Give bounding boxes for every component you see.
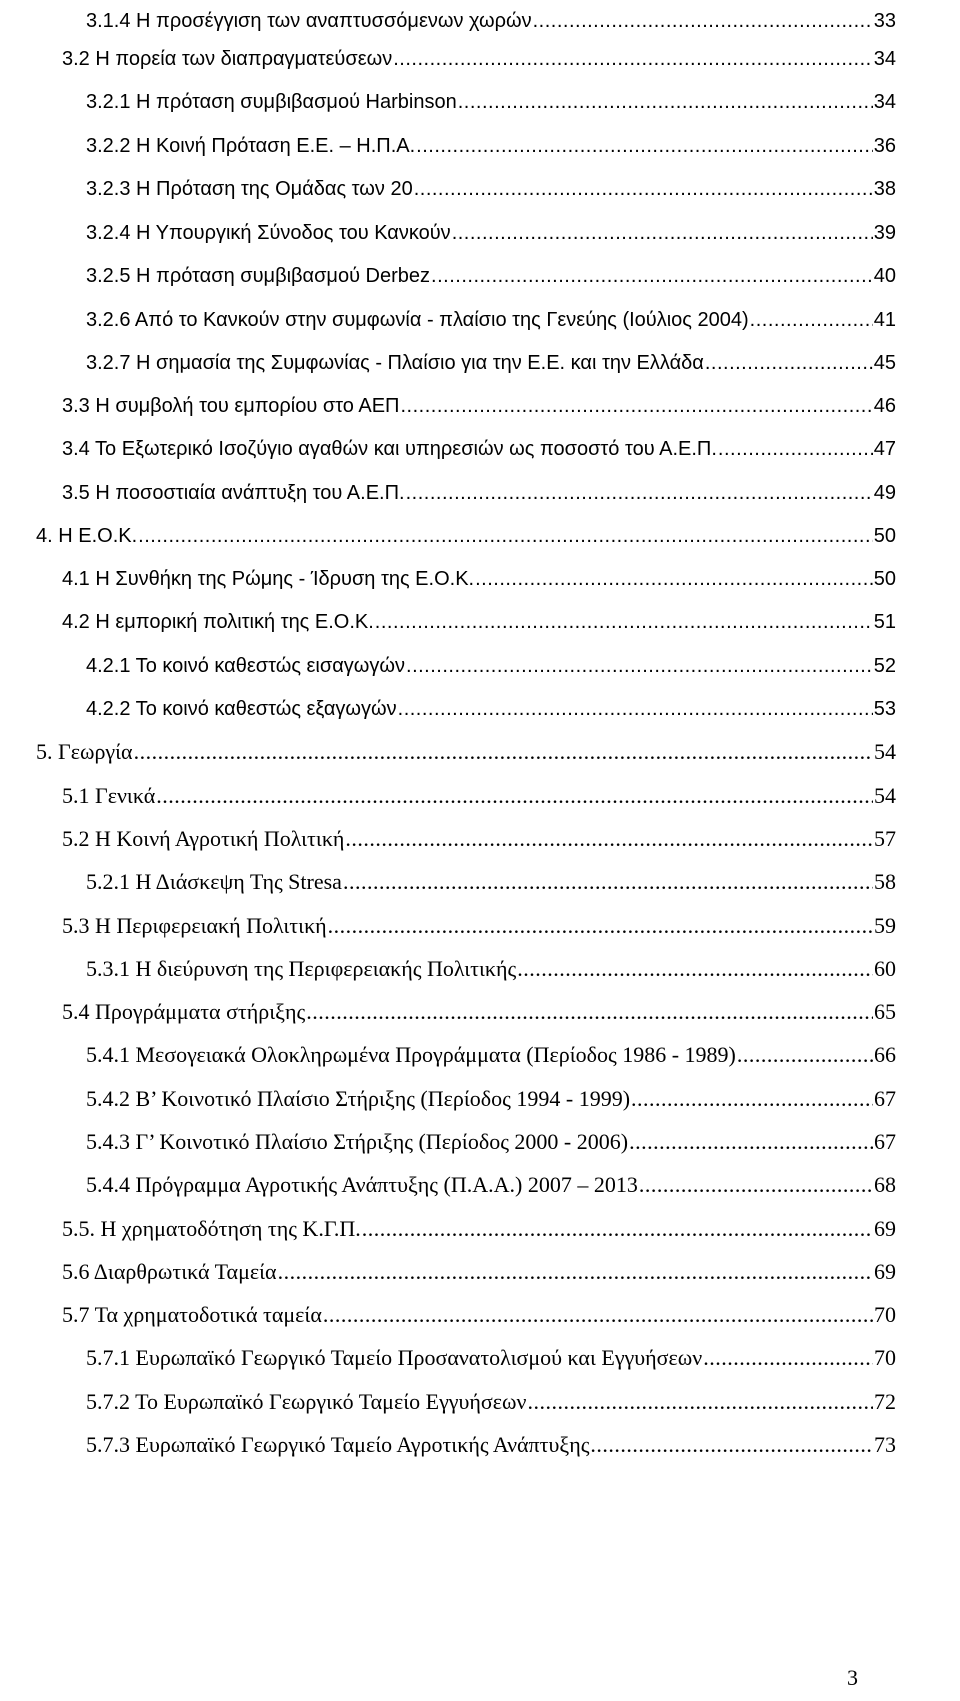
dot-leader xyxy=(517,952,873,986)
toc-entry[interactable] xyxy=(62,562,896,596)
toc-entry[interactable] xyxy=(62,995,896,1029)
dot-leader xyxy=(406,476,873,510)
toc-entry-title: 5.4.1 Μεσογειακά Ολοκληρωμένα Προγράμματα (Περίοδος 1986 - 1989) xyxy=(86,1042,736,1067)
toc-entry[interactable] xyxy=(86,172,896,206)
toc-entry-title: 5.6 Διαρθρωτικά Ταμεία xyxy=(62,1259,277,1284)
toc-entry[interactable] xyxy=(86,303,896,337)
toc-entry[interactable] xyxy=(62,476,896,510)
toc-entry-page: 68 xyxy=(874,1172,896,1197)
toc-entry[interactable] xyxy=(36,735,896,769)
toc-entry-page: 73 xyxy=(874,1432,896,1457)
toc-entry[interactable] xyxy=(62,432,896,466)
toc-entry[interactable] xyxy=(86,649,896,683)
toc-entry-title: 4. Η Ε.Ο.Κ. xyxy=(36,525,138,547)
toc-entry-title: 4.2.1 Το κοινό καθεστώς εισαγωγών xyxy=(86,655,406,677)
dot-leader xyxy=(629,1125,873,1159)
toc-entry-title: 4.1 Η Συνθήκη της Ρώμης - Ίδρυση της Ε.Ο.Κ. xyxy=(62,568,475,590)
toc-entry[interactable] xyxy=(62,1255,896,1289)
toc-entry-page: 54 xyxy=(874,783,896,808)
toc-entry-page: 45 xyxy=(873,352,896,374)
dot-leader xyxy=(328,909,873,943)
dot-leader xyxy=(138,519,873,553)
toc-entry-title: 5.5. Η χρηματοδότηση της Κ.Γ.Π. xyxy=(62,1216,361,1241)
toc-entry-title: 5.7.3 Ευρωπαϊκό Γεωργικό Ταμείο Αγροτικής Ανάπτυξης xyxy=(86,1432,590,1457)
dot-leader xyxy=(406,649,873,683)
dot-leader xyxy=(343,865,873,899)
toc-entry-page: 50 xyxy=(873,568,896,590)
toc-entry[interactable] xyxy=(86,346,896,380)
toc-entry[interactable] xyxy=(86,865,896,899)
dot-leader xyxy=(401,389,873,423)
toc-entry-title: 4.2.2 Το κοινό καθεστώς εξαγωγών xyxy=(86,698,397,720)
dot-leader xyxy=(375,605,873,639)
toc-entry[interactable] xyxy=(86,1385,896,1419)
toc-entry-title: 5.2 Η Κοινή Αγροτική Πολιτική xyxy=(62,826,345,851)
dot-leader xyxy=(416,129,873,163)
toc-entry-page: 41 xyxy=(873,309,896,331)
toc-entry[interactable] xyxy=(62,389,896,423)
toc-entry-page: 53 xyxy=(873,698,896,720)
toc-entry[interactable] xyxy=(62,1298,896,1332)
toc-entry-title: 5.3 Η Περιφερειακή Πολιτική xyxy=(62,913,327,938)
toc-entry[interactable] xyxy=(86,1341,896,1375)
toc-entry-title: 5.4.2 Β’ Κοινοτικό Πλαίσιο Στήριξης (Περίοδος 1994 - 1999) xyxy=(86,1086,631,1111)
toc-entry-title: 5.1 Γενικά xyxy=(62,783,156,808)
toc-entry-title: 3.2.3 Η Πρόταση της Ομάδας των 20 xyxy=(86,178,413,200)
toc-entry-title: 5.3.1 Η διεύρυνση της Περιφερειακής Πολιτικής xyxy=(86,956,517,981)
toc-entry-title: 5.4 Προγράμματα στήριξης xyxy=(62,999,306,1024)
toc-entry[interactable] xyxy=(86,1038,896,1072)
toc-entry-page: 58 xyxy=(874,869,896,894)
toc-entry[interactable] xyxy=(86,259,896,293)
dot-leader xyxy=(533,4,873,38)
toc-entry-title: 5.7.1 Ευρωπαϊκό Γεωργικό Ταμείο Προσανατολισμού και Εγγυήσεων xyxy=(86,1345,703,1370)
toc-entry-title: 5.7 Τα χρηματοδοτικά ταμεία xyxy=(62,1302,322,1327)
toc-entry-page: 39 xyxy=(873,222,896,244)
toc-entry[interactable] xyxy=(62,909,896,943)
dot-leader xyxy=(590,1428,873,1462)
toc-entry-page: 57 xyxy=(874,826,896,851)
dot-leader xyxy=(431,259,873,293)
toc-entry-page: 67 xyxy=(874,1129,896,1154)
toc-entry-page: 47 xyxy=(873,438,896,460)
toc-entry-page: 34 xyxy=(873,48,896,70)
toc-entry[interactable] xyxy=(86,1082,896,1116)
toc-entry-title: 3.2.6 Από το Κανκούν στην συμφωνία - πλαίσιο της Γενεύης (Ιούλιος 2004) xyxy=(86,309,749,331)
toc-entry-title: 3.2.1 Η πρόταση συμβιβασμού Harbinson xyxy=(86,91,457,113)
toc-entry-page: 59 xyxy=(874,913,896,938)
toc-entry-title: 3.2.2 Η Κοινή Πρόταση Ε.Ε. – Η.Π.Α. xyxy=(86,135,416,157)
toc-entry-page: 69 xyxy=(874,1259,896,1284)
dot-leader xyxy=(631,1082,873,1116)
toc-entry-page: 52 xyxy=(873,655,896,677)
toc-entry[interactable] xyxy=(62,779,896,813)
toc-entry-page: 33 xyxy=(873,10,896,32)
dot-leader xyxy=(527,1385,873,1419)
toc-entry-title: 3.5 Η ποσοστιαία ανάπτυξη του Α.Ε.Π. xyxy=(62,482,405,504)
dot-leader xyxy=(475,562,873,596)
toc-entry-page: 70 xyxy=(874,1302,896,1327)
toc-entry-page: 34 xyxy=(873,91,896,113)
toc-entry[interactable] xyxy=(86,1428,896,1462)
toc-entry-title: 3.2.5 Η πρόταση συμβιβασμού Derbez xyxy=(86,265,431,287)
toc-entry-title: 3.1.4 Η προσέγγιση των αναπτυσσόμενων χωρών xyxy=(86,10,532,32)
dot-leader xyxy=(737,1038,873,1072)
toc-entry-title: 3.2.4 Η Υπουργική Σύνοδος του Κανκούν xyxy=(86,222,451,244)
dot-leader xyxy=(458,85,873,119)
toc-entry[interactable] xyxy=(36,519,896,553)
toc-entry-page: 60 xyxy=(874,956,896,981)
dot-leader xyxy=(345,822,873,856)
dot-leader xyxy=(452,216,873,250)
toc-entry-title: 5.4.3 Γ’ Κοινοτικό Πλαίσιο Στήριξης (Περίοδος 2000 - 2006) xyxy=(86,1129,629,1154)
toc-entry-title: 4.2 Η εμπορική πολιτική της Ε.Ο.Κ. xyxy=(62,611,374,633)
dot-leader xyxy=(134,735,873,769)
dot-leader xyxy=(639,1168,873,1202)
toc-entry-page: 54 xyxy=(874,739,896,764)
toc-entry[interactable] xyxy=(62,1212,896,1246)
toc-entry-page: 36 xyxy=(873,135,896,157)
page-number: 3 xyxy=(847,1665,858,1690)
toc-entry[interactable] xyxy=(86,692,896,726)
toc-entry-page: 72 xyxy=(874,1389,896,1414)
dot-leader xyxy=(278,1255,873,1289)
toc-entry-page: 65 xyxy=(874,999,896,1024)
toc-entry[interactable] xyxy=(62,605,896,639)
toc-entry-page: 69 xyxy=(874,1216,896,1241)
toc-entry-page: 46 xyxy=(873,395,896,417)
toc-entry-page: 67 xyxy=(874,1086,896,1111)
toc-entry-page: 70 xyxy=(874,1345,896,1370)
dot-leader xyxy=(750,303,873,337)
dot-leader xyxy=(362,1212,873,1246)
dot-leader xyxy=(718,432,873,466)
toc-entry-page: 51 xyxy=(873,611,896,633)
dot-leader xyxy=(703,1341,873,1375)
toc-entry-page: 49 xyxy=(873,482,896,504)
toc-entry-title: 5.2.1 Η Διάσκεψη Της Stresa xyxy=(86,869,342,894)
toc-entry-page: 66 xyxy=(874,1042,896,1067)
toc-entry-title: 3.3 Η συμβολή του εμπορίου στο ΑΕΠ xyxy=(62,395,400,417)
toc-entry-title: 3.4 Το Εξωτερικό Ισοζύγιο αγαθών και υπηρεσιών ως ποσοστό του Α.Ε.Π. xyxy=(62,438,717,460)
toc-entry[interactable] xyxy=(86,129,896,163)
dot-leader xyxy=(414,172,873,206)
dot-leader xyxy=(705,346,873,380)
toc-entry-title: 5. Γεωργία xyxy=(36,739,133,764)
toc-entry-title: 5.7.2 Το Ευρωπαϊκό Γεωργικό Ταμείο Εγγυήσεων xyxy=(86,1389,527,1414)
toc-entry-page: 40 xyxy=(873,265,896,287)
dot-leader xyxy=(393,42,873,76)
toc-entry[interactable] xyxy=(86,85,896,119)
dot-leader xyxy=(323,1298,873,1332)
toc-entry-page: 38 xyxy=(873,178,896,200)
toc-entry[interactable] xyxy=(86,1168,896,1202)
toc-entry[interactable] xyxy=(86,952,896,986)
toc-entry[interactable] xyxy=(86,4,896,38)
dot-leader xyxy=(306,995,873,1029)
toc-entry[interactable] xyxy=(62,822,896,856)
toc-entry[interactable] xyxy=(62,42,896,76)
toc-entry-page: 50 xyxy=(873,525,896,547)
toc-entry-title: 3.2.7 Η σημασία της Συμφωνίας - Πλαίσιο για την Ε.Ε. και την Ελλάδα xyxy=(86,352,704,374)
toc-entry-title: 5.4.4 Πρόγραμμα Αγροτικής Ανάπτυξης (Π.Α.Α.) 2007 – 2013 xyxy=(86,1172,638,1197)
toc-entry[interactable] xyxy=(86,216,896,250)
toc-entry-title: 3.2 Η πορεία των διαπραγματεύσεων xyxy=(62,48,393,70)
toc-entry[interactable] xyxy=(86,1125,896,1159)
dot-leader xyxy=(156,779,873,813)
dot-leader xyxy=(398,692,873,726)
